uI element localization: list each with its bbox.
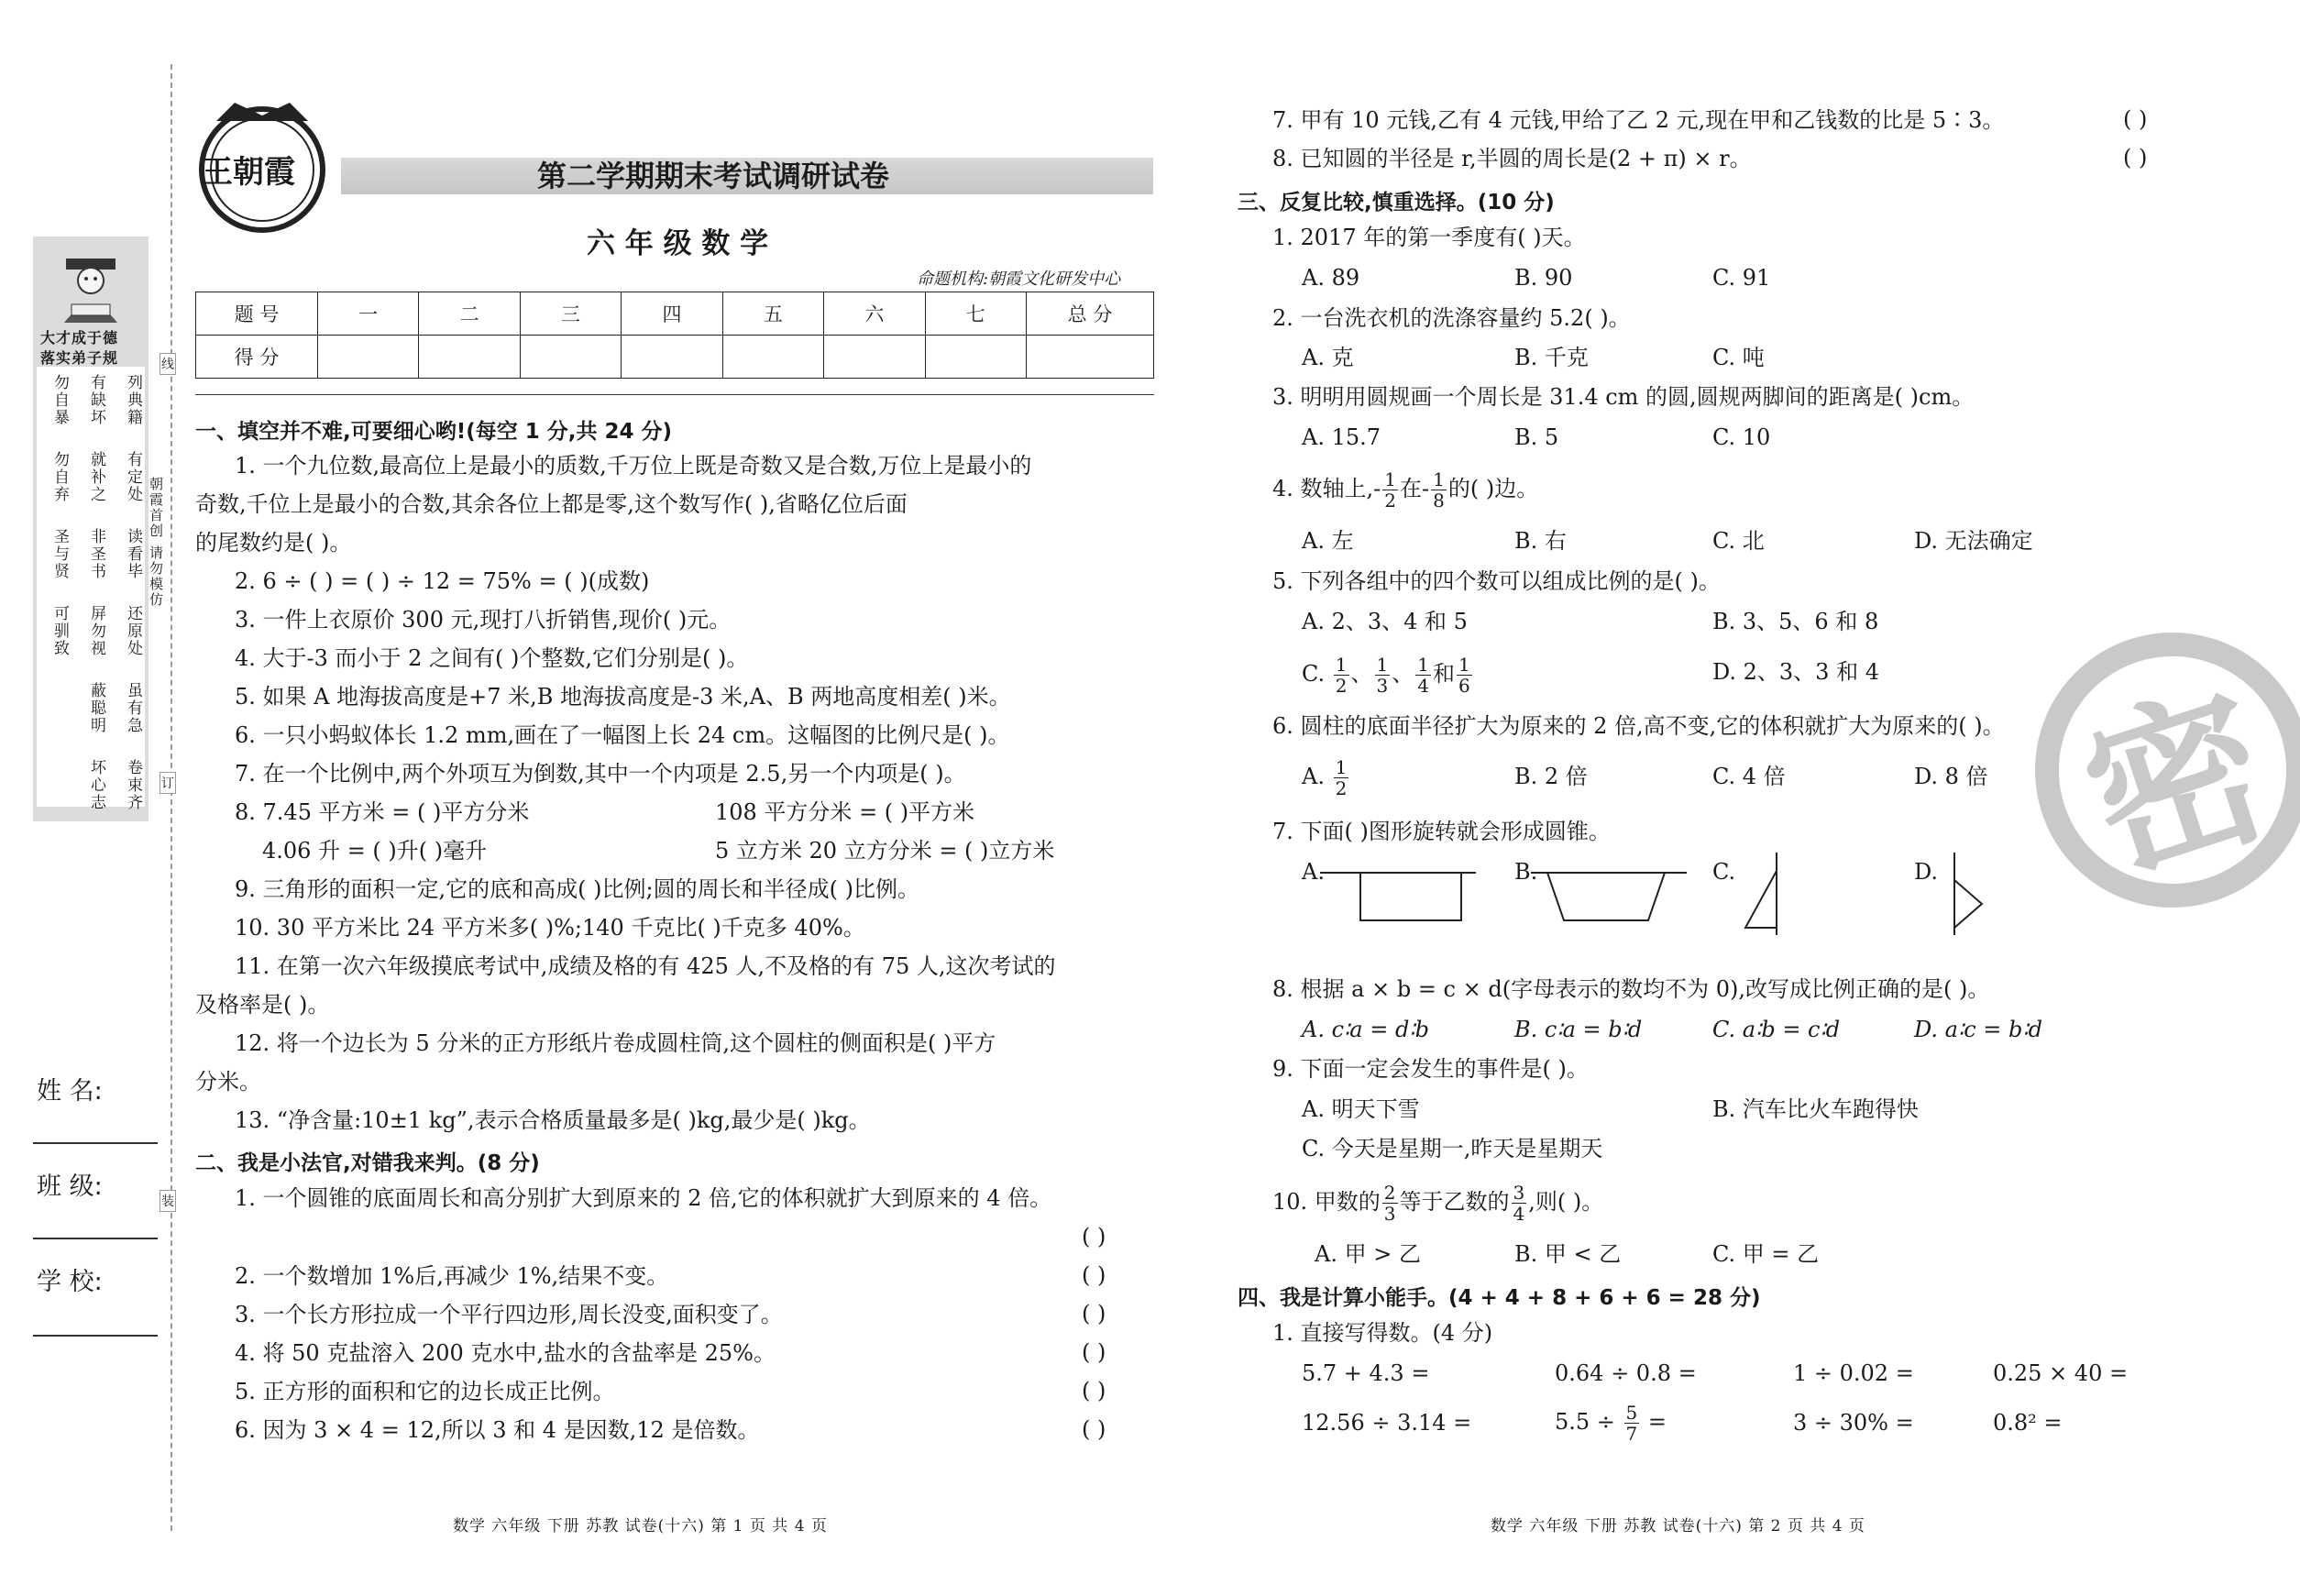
seal-mark: 线 xyxy=(160,353,176,375)
question-text: 12. 将一个边长为 5 分米的正方形纸片卷成圆柱筒,这个圆柱的侧面积是( )平方 xyxy=(235,1030,996,1056)
verse-columns xyxy=(37,367,145,811)
option[interactable]: A. 明天下雪 xyxy=(1302,1096,1420,1122)
verse: 勿自暴 xyxy=(50,374,69,426)
verse: 有定处 xyxy=(124,451,142,503)
option[interactable]: A. c∶a = d∶b xyxy=(1302,1017,1429,1042)
question-text: 4. 大于-3 而小于 2 之间有( )个整数,它们分别是( )。 xyxy=(235,645,749,671)
question-text: 4.06 升 = ( )升( )毫升 xyxy=(262,838,488,864)
score-table-score-row xyxy=(196,336,1154,379)
answer-blank[interactable]: ( ) xyxy=(1082,1301,1106,1326)
option[interactable]: B. c∶a = b∶d xyxy=(1514,1017,1643,1042)
page-footer-right: 数学 六年级 下册 苏教 试卷(十六) 第 2 页 共 4 页 xyxy=(1491,1517,1865,1535)
choice-question: 8. 根据 a × b = c × d(字母表示的数均不为 0),改写成比例正确的是( )。 xyxy=(1272,976,1990,1002)
judge-question: 6. 因为 3 × 4 = 12,所以 3 和 4 是因数,12 是倍数。 xyxy=(235,1417,760,1443)
choice-question: 2. 一台洗衣机的洗涤容量约 5.2( )。 xyxy=(1272,305,1631,331)
verse: 可驯致 xyxy=(50,605,69,657)
calc-item: 0.25 × 40 = xyxy=(1993,1360,2129,1386)
score-table xyxy=(195,292,1154,379)
judge-question: 4. 将 50 克盐溶入 200 克水中,盐水的含盐率是 25%。 xyxy=(235,1340,776,1366)
class-label: 班 级: xyxy=(37,1172,103,1201)
calc-item: 1 ÷ 0.02 = xyxy=(1793,1360,1914,1386)
judge-question: 8. 已知圆的半径是 r,半圆的周长是(2 + π) × r。 xyxy=(1272,146,1752,171)
score-cell: 题 号 xyxy=(196,292,318,336)
verse: 就补之 xyxy=(87,451,105,503)
verse: 蔽聪明 xyxy=(87,682,105,734)
option[interactable]: C. 甲 = 乙 xyxy=(1712,1241,1820,1267)
score-cell: 得 分 xyxy=(196,336,318,379)
motto-line-1: 大才成于德 xyxy=(40,329,119,347)
calc-item: 5.5 ÷ $\frac{5}{7}$ = xyxy=(1555,1402,1667,1445)
score-cell: 三 xyxy=(520,292,621,336)
section-3-title: 三、反复比较,慎重选择。(10 分) xyxy=(1238,191,1555,215)
section-1-title: 一、填空并不难,可要细心哟!(每空 1 分,共 24 分) xyxy=(195,420,673,444)
score-input[interactable] xyxy=(622,336,722,379)
question-text: 108 平方分米 = ( )平方米 xyxy=(715,799,975,825)
score-cell: 七 xyxy=(925,292,1026,336)
seal-mark: 装 xyxy=(160,1190,176,1212)
question-text: 9. 三角形的面积一定,它的底和高成( )比例;圆的周长和半径成( )比例。 xyxy=(235,876,919,902)
judge-question: 2. 一个数增加 1%后,再减少 1%,结果不变。 xyxy=(235,1263,669,1289)
option[interactable]: B. 5 xyxy=(1514,424,1559,450)
question-text: 7. 在一个比例中,两个外项互为倒数,其中一个内项是 2.5,另一个内项是( )。 xyxy=(235,761,966,787)
option[interactable]: A. 克 xyxy=(1302,345,1354,370)
calc-item: 12.56 ÷ 3.14 = xyxy=(1302,1410,1472,1436)
score-cell: 二 xyxy=(419,292,520,336)
brand-logo-text: 王朝霞 xyxy=(202,154,295,191)
verse: 屏勿视 xyxy=(87,605,105,657)
question-text: 3. 一件上衣原价 300 元,现打八折销售,现价( )元。 xyxy=(235,607,732,633)
motto-line-2: 落实弟子规 xyxy=(40,349,119,367)
fraction: $\frac{2}{3}$ xyxy=(1383,1182,1396,1225)
choice-question: 1. 2017 年的第一季度有( )天。 xyxy=(1272,225,1586,250)
score-cell: 五 xyxy=(722,292,823,336)
score-input[interactable] xyxy=(318,336,419,379)
answer-blank[interactable]: ( ) xyxy=(1082,1339,1106,1365)
exam-title: 第二学期期末考试调研试卷 xyxy=(537,159,890,193)
question-text: 5 立方米 20 立方分米 = ( )立方米 xyxy=(715,838,1055,864)
answer-blank[interactable]: ( ) xyxy=(2123,106,2148,132)
verse: 勿自弃 xyxy=(50,451,69,503)
score-table-header-row xyxy=(196,292,1154,336)
option[interactable]: C. 吨 xyxy=(1712,345,1765,370)
exam-organizer: 命题机构:朝霞文化研发中心 xyxy=(917,270,1121,289)
fraction: $\frac{5}{7}$ xyxy=(1625,1402,1638,1445)
verse: 虽有急 xyxy=(124,682,142,734)
option[interactable]: B. 右 xyxy=(1514,528,1567,554)
school-field[interactable] xyxy=(33,1335,158,1337)
question-text: 13. “净含量:10±1 kg”,表示合格质量最多是( )kg,最少是( )kg。 xyxy=(235,1107,871,1133)
verse: 非圣书 xyxy=(87,528,105,580)
calc-item: 3 ÷ 30% = xyxy=(1793,1410,1914,1436)
option[interactable]: A. 左 xyxy=(1302,528,1354,554)
judge-question: 5. 正方形的面积和它的边长成正比例。 xyxy=(235,1379,615,1404)
secret-stamp xyxy=(2035,633,2300,908)
question-text: 奇数,千位上是最小的合数,其余各位上都是零,这个数写作( ),省略亿位后面 xyxy=(195,491,908,517)
question-text: 1. 一个九位数,最高位上是最小的质数,千万位上既是奇数又是合数,万位上是最小的 xyxy=(235,453,1032,479)
fraction: $\frac{1}{4}$ xyxy=(1417,654,1429,697)
section-divider xyxy=(195,394,1154,395)
option[interactable]: C. 91 xyxy=(1712,265,1771,291)
option[interactable]: D. a∶c = b∶d xyxy=(1914,1017,2042,1042)
calc-item: 0.8² = xyxy=(1993,1410,2063,1436)
option[interactable]: D. 2、3、3 和 4 xyxy=(1712,659,1879,685)
calc-item: 0.64 ÷ 0.8 = xyxy=(1555,1360,1697,1386)
answer-blank[interactable]: ( ) xyxy=(1082,1378,1106,1403)
option[interactable]: A. 15.7 xyxy=(1302,424,1381,450)
answer-blank[interactable]: ( ) xyxy=(1082,1262,1106,1288)
question-text: 2. 6 ÷ ( ) = ( ) ÷ 12 = 75% = ( )(成数) xyxy=(235,568,650,594)
option[interactable]: C. 北 xyxy=(1712,528,1765,554)
motto-panel xyxy=(33,237,149,821)
answer-blank[interactable]: ( ) xyxy=(1082,1416,1106,1442)
option[interactable]: B. 甲 < 乙 xyxy=(1514,1241,1622,1267)
option[interactable]: D. 8 倍 xyxy=(1914,764,1988,789)
fraction: $\frac{1}{2}$ xyxy=(1335,654,1348,697)
exam-subtitle: 六 年 级 数 学 xyxy=(587,227,769,260)
class-field[interactable] xyxy=(33,1238,158,1239)
name-field[interactable] xyxy=(33,1142,158,1144)
option[interactable]: A. xyxy=(1302,859,1325,885)
fraction: $\frac{1}{6}$ xyxy=(1458,654,1470,697)
choice-question xyxy=(1272,469,1538,511)
score-input[interactable] xyxy=(520,336,621,379)
judge-question: 3. 一个长方形拉成一个平行四边形,周长没变,面积变了。 xyxy=(235,1302,783,1327)
question-text: 11. 在第一次六年级摸底考试中,成绩及格的有 425 人,不及格的有 75 人,这次考试的 xyxy=(235,953,1056,979)
q-text: 在- xyxy=(1400,476,1430,501)
option[interactable]: C. 今天是星期一,昨天是星期天 xyxy=(1302,1136,1603,1161)
copyright-note: 朝霞首创 请勿模仿 xyxy=(148,477,164,608)
verse: 坏心志 xyxy=(87,759,105,811)
option[interactable]: A. 2、3、4 和 5 xyxy=(1302,609,1468,634)
verse: 还原处 xyxy=(124,605,142,657)
choice-question: 9. 下面一定会发生的事件是( )。 xyxy=(1272,1056,1589,1082)
option[interactable]: C. $\frac{1}{2}$ 、 $\frac{1}{3}$ 、 $\frac{1}{4}$ 和 $\frac{1}{6}$ xyxy=(1302,654,1470,697)
name-label: 姓 名: xyxy=(37,1077,103,1106)
option[interactable]: B. 3、5、6 和 8 xyxy=(1712,609,1879,634)
score-input[interactable] xyxy=(419,336,520,379)
option[interactable]: A. $\frac{1}{2}$ xyxy=(1302,756,1348,799)
option[interactable]: C. 10 xyxy=(1712,424,1771,450)
score-cell: 总 分 xyxy=(1027,292,1154,336)
choice-question: 3. 明明用圆规画一个周长是 31.4 cm 的圆,圆规两脚间的距离是( )cm。 xyxy=(1272,384,1975,410)
shape-d-triangle xyxy=(1940,853,1995,935)
verse: 读看毕 xyxy=(124,528,142,580)
score-cell: 四 xyxy=(622,292,722,336)
answer-blank[interactable]: ( ) xyxy=(1082,1224,1106,1249)
shape-c-triangle xyxy=(1738,853,1793,935)
choice-question: 10. 甲数的 $\frac{2}{3}$ 等于乙数的 $\frac{3}{4}$ ,则( )。 xyxy=(1272,1182,1604,1225)
choice-question: 6. 圆柱的底面半径扩大为原来的 2 倍,高不变,它的体积就扩大为原来的( )。 xyxy=(1272,713,2005,739)
q-text: 的( )边。 xyxy=(1447,476,1539,501)
score-cell: 六 xyxy=(824,292,925,336)
question-text: 10. 30 平方米比 24 平方米多( )%;140 千克比( )千克多 40%。 xyxy=(235,915,865,941)
shape-b-trapezoid xyxy=(1531,865,1687,926)
choice-question: 7. 下面( )图形旋转就会形成圆锥。 xyxy=(1272,819,1611,844)
verse: 卷束齐 xyxy=(124,759,142,811)
page-footer-left: 数学 六年级 下册 苏教 试卷(十六) 第 1 页 共 4 页 xyxy=(453,1517,828,1535)
question-text: 8. 7.45 平方米 = ( )平方分米 xyxy=(235,799,530,825)
verse: 列典籍 xyxy=(124,374,142,426)
fraction: $\frac{3}{4}$ xyxy=(1513,1182,1525,1225)
score-input[interactable] xyxy=(925,336,1026,379)
school-label: 学 校: xyxy=(37,1268,103,1296)
option[interactable]: B. 2 倍 xyxy=(1514,764,1588,789)
section-2-title: 二、我是小法官,对错我来判。(8 分) xyxy=(195,1151,540,1175)
shape-a-rectangle xyxy=(1320,865,1476,926)
score-input[interactable] xyxy=(722,336,823,379)
option[interactable]: C. 4 倍 xyxy=(1712,764,1786,789)
choice-question: 5. 下列各组中的四个数可以组成比例的是( )。 xyxy=(1272,568,1721,594)
score-input[interactable] xyxy=(1027,336,1154,379)
fraction: $\frac{1}{8}$ xyxy=(1433,468,1445,512)
option[interactable]: B. 汽车比火车跑得快 xyxy=(1712,1096,1919,1122)
score-input[interactable] xyxy=(824,336,925,379)
stamp-glyph: 密 xyxy=(2063,660,2292,908)
question-text: 的尾数约是( )。 xyxy=(195,530,352,556)
calc-question: 1. 直接写得数。(4 分) xyxy=(1272,1320,1493,1346)
option[interactable]: C. a∶b = c∶d xyxy=(1712,1017,1841,1042)
answer-blank[interactable]: ( ) xyxy=(2123,145,2148,171)
question-text: 分米。 xyxy=(195,1069,261,1095)
calc-item: 5.7 + 4.3 = xyxy=(1302,1360,1430,1386)
option[interactable]: D. 无法确定 xyxy=(1914,528,2033,554)
seal-mark: 订 xyxy=(160,772,176,794)
option[interactable]: B. 千克 xyxy=(1514,345,1589,370)
verse: 圣与贤 xyxy=(50,528,69,580)
fraction: $\frac{1}{2}$ xyxy=(1335,756,1348,799)
option[interactable]: A. 89 xyxy=(1302,265,1360,291)
fraction: $\frac{1}{2}$ xyxy=(1384,468,1396,512)
scholar-figure-icon xyxy=(53,249,128,325)
fraction: $\frac{1}{3}$ xyxy=(1376,654,1389,697)
option[interactable]: B. xyxy=(1514,859,1538,885)
question-text: 6. 一只小蚂蚁体长 1.2 mm,画在了一幅图上长 24 cm。这幅图的比例尺是( )。 xyxy=(235,722,1010,748)
question-text: 5. 如果 A 地海拔高度是+7 米,B 地海拔高度是-3 米,A、B 两地高度相差( )米。 xyxy=(235,684,1011,710)
q-text: 4. 数轴上,- xyxy=(1272,476,1381,501)
option[interactable]: C. xyxy=(1712,859,1736,885)
option[interactable]: B. 90 xyxy=(1514,265,1573,291)
section-4-title: 四、我是计算小能手。(4 + 4 + 8 + 6 + 6 = 28 分) xyxy=(1238,1286,1761,1310)
question-text: 及格率是( )。 xyxy=(195,992,330,1018)
score-cell: 一 xyxy=(318,292,419,336)
option[interactable]: A. 甲 > 乙 xyxy=(1315,1241,1421,1267)
judge-question: 1. 一个圆锥的底面周长和高分别扩大到原来的 2 倍,它的体积就扩大到原来的 4 倍。 xyxy=(235,1185,1052,1211)
verse: 有缺坏 xyxy=(87,374,105,426)
option[interactable]: D. xyxy=(1914,859,1939,885)
binding-dashed-line xyxy=(171,64,172,1531)
judge-question: 7. 甲有 10 元钱,乙有 4 元钱,甲给了乙 2 元,现在甲和乙钱数的比是 5∶3。 xyxy=(1272,107,2005,133)
